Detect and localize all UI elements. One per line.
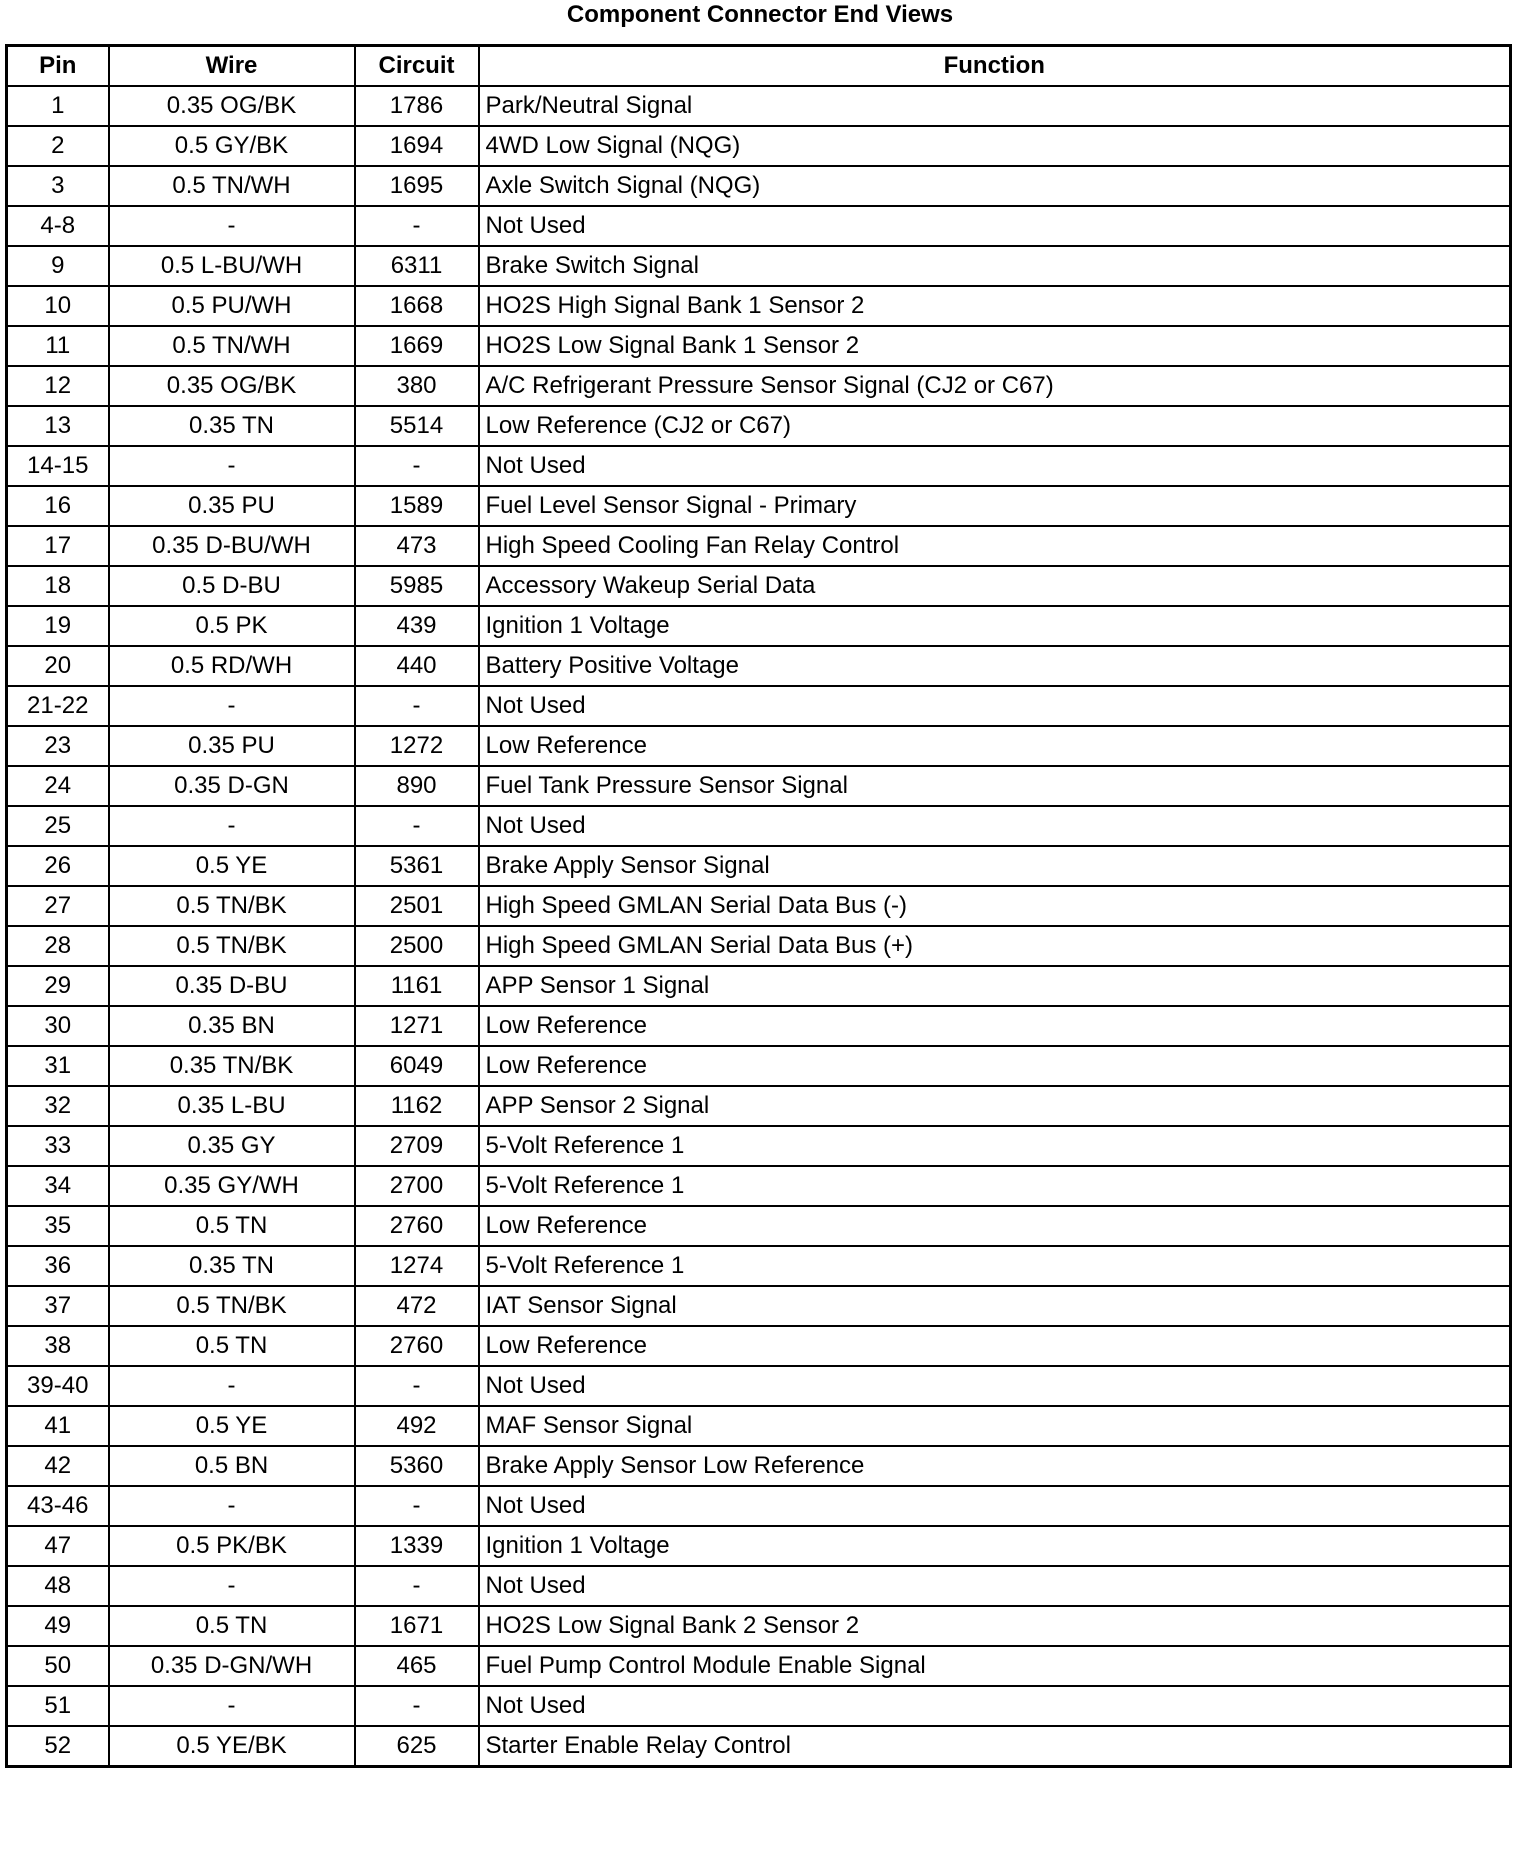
cell-wire: 0.35 GY/WH	[109, 1166, 355, 1206]
cell-wire: 0.5 TN/BK	[109, 1286, 355, 1326]
cell-circuit: -	[355, 686, 479, 726]
cell-wire: 0.35 OG/BK	[109, 86, 355, 126]
cell-circuit: 1694	[355, 126, 479, 166]
cell-function: Not Used	[479, 806, 1511, 846]
cell-pin: 26	[7, 846, 109, 886]
cell-pin: 27	[7, 886, 109, 926]
cell-circuit: 1669	[355, 326, 479, 366]
cell-function: High Speed GMLAN Serial Data Bus (-)	[479, 886, 1511, 926]
cell-function: High Speed GMLAN Serial Data Bus (+)	[479, 926, 1511, 966]
cell-pin: 49	[7, 1606, 109, 1646]
cell-circuit: -	[355, 446, 479, 486]
cell-circuit: -	[355, 1486, 479, 1526]
cell-wire: 0.5 TN	[109, 1326, 355, 1366]
table-row	[7, 206, 1511, 246]
table-row	[7, 686, 1511, 726]
cell-wire: 0.5 BN	[109, 1446, 355, 1486]
cell-wire: -	[109, 806, 355, 846]
cell-wire: 0.5 TN	[109, 1206, 355, 1246]
table-row	[7, 886, 1511, 926]
cell-function: 4WD Low Signal (NQG)	[479, 126, 1511, 166]
cell-function: Low Reference	[479, 1006, 1511, 1046]
cell-wire: 0.5 PU/WH	[109, 286, 355, 326]
cell-circuit: 625	[355, 1726, 479, 1767]
table-row	[7, 566, 1511, 606]
cell-function: A/C Refrigerant Pressure Sensor Signal (CJ2 or C67)	[479, 366, 1511, 406]
cell-function: HO2S Low Signal Bank 2 Sensor 2	[479, 1606, 1511, 1646]
cell-pin: 42	[7, 1446, 109, 1486]
cell-circuit: 439	[355, 606, 479, 646]
cell-wire: -	[109, 1566, 355, 1606]
cell-wire: 0.35 D-BU/WH	[109, 526, 355, 566]
table-row	[7, 246, 1511, 286]
cell-circuit: 2760	[355, 1326, 479, 1366]
table-row	[7, 606, 1511, 646]
table-row	[7, 846, 1511, 886]
cell-function: Not Used	[479, 206, 1511, 246]
cell-pin: 51	[7, 1686, 109, 1726]
cell-wire: 0.5 RD/WH	[109, 646, 355, 686]
cell-circuit: 5360	[355, 1446, 479, 1486]
table-row	[7, 326, 1511, 366]
table-row	[7, 926, 1511, 966]
cell-function: Not Used	[479, 446, 1511, 486]
table-row	[7, 1606, 1511, 1646]
cell-circuit: -	[355, 1366, 479, 1406]
cell-circuit: 2709	[355, 1126, 479, 1166]
table-row	[7, 1126, 1511, 1166]
cell-circuit: 1272	[355, 726, 479, 766]
cell-pin: 13	[7, 406, 109, 446]
cell-function: Not Used	[479, 686, 1511, 726]
cell-function: APP Sensor 2 Signal	[479, 1086, 1511, 1126]
column-header-circuit: Circuit	[355, 46, 479, 87]
cell-wire: 0.35 L-BU	[109, 1086, 355, 1126]
table-row	[7, 1006, 1511, 1046]
cell-circuit: 1271	[355, 1006, 479, 1046]
cell-pin: 48	[7, 1566, 109, 1606]
table-row	[7, 1566, 1511, 1606]
cell-function: Brake Apply Sensor Low Reference	[479, 1446, 1511, 1486]
table-row	[7, 86, 1511, 126]
cell-pin: 1	[7, 86, 109, 126]
cell-circuit: -	[355, 1566, 479, 1606]
table-row	[7, 1086, 1511, 1126]
cell-wire: 0.5 GY/BK	[109, 126, 355, 166]
cell-circuit: 492	[355, 1406, 479, 1446]
table-row	[7, 486, 1511, 526]
cell-circuit: 472	[355, 1286, 479, 1326]
table-row	[7, 1246, 1511, 1286]
cell-circuit: 2500	[355, 926, 479, 966]
cell-circuit: 1786	[355, 86, 479, 126]
cell-function: Fuel Pump Control Module Enable Signal	[479, 1646, 1511, 1686]
cell-wire: -	[109, 1366, 355, 1406]
cell-function: Brake Apply Sensor Signal	[479, 846, 1511, 886]
connector-pinout-table	[5, 44, 1512, 1768]
cell-circuit: 1668	[355, 286, 479, 326]
cell-circuit: 5361	[355, 846, 479, 886]
cell-function: Park/Neutral Signal	[479, 86, 1511, 126]
cell-function: Low Reference	[479, 726, 1511, 766]
cell-wire: 0.35 D-BU	[109, 966, 355, 1006]
cell-circuit: -	[355, 806, 479, 846]
cell-pin: 9	[7, 246, 109, 286]
cell-pin: 50	[7, 1646, 109, 1686]
cell-function: Accessory Wakeup Serial Data	[479, 566, 1511, 606]
cell-function: Axle Switch Signal (NQG)	[479, 166, 1511, 206]
cell-pin: 16	[7, 486, 109, 526]
cell-circuit: 473	[355, 526, 479, 566]
cell-function: Not Used	[479, 1486, 1511, 1526]
cell-pin: 19	[7, 606, 109, 646]
cell-wire: 0.5 TN/BK	[109, 886, 355, 926]
cell-function: Not Used	[479, 1366, 1511, 1406]
cell-pin: 24	[7, 766, 109, 806]
cell-circuit: 2760	[355, 1206, 479, 1246]
cell-circuit: 1162	[355, 1086, 479, 1126]
table-row	[7, 366, 1511, 406]
cell-function: Ignition 1 Voltage	[479, 606, 1511, 646]
cell-wire: 0.5 PK	[109, 606, 355, 646]
cell-function: Low Reference	[479, 1206, 1511, 1246]
cell-pin: 33	[7, 1126, 109, 1166]
cell-circuit: -	[355, 1686, 479, 1726]
column-header-pin: Pin	[7, 46, 109, 87]
cell-wire: 0.5 D-BU	[109, 566, 355, 606]
cell-wire: 0.5 YE/BK	[109, 1726, 355, 1767]
table-row	[7, 1166, 1511, 1206]
cell-wire: 0.5 YE	[109, 846, 355, 886]
cell-circuit: 1671	[355, 1606, 479, 1646]
cell-wire: 0.5 YE	[109, 1406, 355, 1446]
cell-pin: 12	[7, 366, 109, 406]
cell-wire: 0.35 BN	[109, 1006, 355, 1046]
column-header-wire: Wire	[109, 46, 355, 87]
cell-pin: 38	[7, 1326, 109, 1366]
table-row	[7, 726, 1511, 766]
cell-pin: 4-8	[7, 206, 109, 246]
cell-wire: -	[109, 1486, 355, 1526]
table-row	[7, 126, 1511, 166]
table-body	[7, 86, 1511, 1767]
cell-function: Battery Positive Voltage	[479, 646, 1511, 686]
cell-function: HO2S Low Signal Bank 1 Sensor 2	[479, 326, 1511, 366]
cell-pin: 23	[7, 726, 109, 766]
cell-pin: 31	[7, 1046, 109, 1086]
cell-pin: 36	[7, 1246, 109, 1286]
cell-pin: 2	[7, 126, 109, 166]
cell-wire: 0.35 D-GN	[109, 766, 355, 806]
cell-pin: 30	[7, 1006, 109, 1046]
table-row	[7, 166, 1511, 206]
table-row	[7, 1486, 1511, 1526]
cell-circuit: 5514	[355, 406, 479, 446]
table-row	[7, 1406, 1511, 1446]
cell-circuit: 380	[355, 366, 479, 406]
table-row	[7, 646, 1511, 686]
cell-wire: 0.5 L-BU/WH	[109, 246, 355, 286]
cell-function: Ignition 1 Voltage	[479, 1526, 1511, 1566]
cell-pin: 29	[7, 966, 109, 1006]
cell-wire: 0.35 PU	[109, 726, 355, 766]
cell-pin: 28	[7, 926, 109, 966]
cell-circuit: 1274	[355, 1246, 479, 1286]
cell-wire: 0.35 TN	[109, 1246, 355, 1286]
cell-function: 5-Volt Reference 1	[479, 1126, 1511, 1166]
cell-pin: 14-15	[7, 446, 109, 486]
cell-circuit: 6311	[355, 246, 479, 286]
cell-wire: 0.5 TN/WH	[109, 326, 355, 366]
cell-circuit: 1589	[355, 486, 479, 526]
cell-wire: 0.35 D-GN/WH	[109, 1646, 355, 1686]
cell-circuit: 2501	[355, 886, 479, 926]
cell-circuit: 890	[355, 766, 479, 806]
cell-pin: 35	[7, 1206, 109, 1246]
table-row	[7, 526, 1511, 566]
cell-function: Low Reference	[479, 1046, 1511, 1086]
table-row	[7, 1206, 1511, 1246]
column-header-function: Function	[479, 46, 1511, 87]
cell-function: Fuel Tank Pressure Sensor Signal	[479, 766, 1511, 806]
cell-wire: 0.5 TN/BK	[109, 926, 355, 966]
table-row	[7, 1726, 1511, 1767]
table-row	[7, 1446, 1511, 1486]
cell-wire: 0.35 GY	[109, 1126, 355, 1166]
cell-circuit: 1161	[355, 966, 479, 1006]
cell-pin: 18	[7, 566, 109, 606]
cell-function: HO2S High Signal Bank 1 Sensor 2	[479, 286, 1511, 326]
cell-pin: 37	[7, 1286, 109, 1326]
cell-function: APP Sensor 1 Signal	[479, 966, 1511, 1006]
cell-circuit: 440	[355, 646, 479, 686]
table-row	[7, 1366, 1511, 1406]
cell-circuit: 465	[355, 1646, 479, 1686]
table-row	[7, 806, 1511, 846]
table-row	[7, 1286, 1511, 1326]
table-row	[7, 766, 1511, 806]
cell-pin: 52	[7, 1726, 109, 1767]
cell-function: MAF Sensor Signal	[479, 1406, 1511, 1446]
cell-pin: 10	[7, 286, 109, 326]
cell-circuit: 1695	[355, 166, 479, 206]
cell-function: Low Reference (CJ2 or C67)	[479, 406, 1511, 446]
table-row	[7, 446, 1511, 486]
table-row	[7, 966, 1511, 1006]
cell-wire: 0.5 PK/BK	[109, 1526, 355, 1566]
cell-wire: 0.5 TN	[109, 1606, 355, 1646]
cell-pin: 43-46	[7, 1486, 109, 1526]
table-row	[7, 286, 1511, 326]
cell-pin: 47	[7, 1526, 109, 1566]
cell-pin: 20	[7, 646, 109, 686]
cell-pin: 11	[7, 326, 109, 366]
cell-wire: -	[109, 1686, 355, 1726]
cell-pin: 32	[7, 1086, 109, 1126]
cell-pin: 39-40	[7, 1366, 109, 1406]
cell-function: Fuel Level Sensor Signal - Primary	[479, 486, 1511, 526]
cell-function: Not Used	[479, 1566, 1511, 1606]
page-title: Component Connector End Views	[566, 1, 954, 28]
table-header-row	[7, 46, 1511, 87]
cell-function: High Speed Cooling Fan Relay Control	[479, 526, 1511, 566]
cell-circuit: 1339	[355, 1526, 479, 1566]
cell-pin: 34	[7, 1166, 109, 1206]
cell-wire: -	[109, 686, 355, 726]
cell-circuit: -	[355, 206, 479, 246]
cell-pin: 21-22	[7, 686, 109, 726]
cell-pin: 41	[7, 1406, 109, 1446]
cell-wire: 0.35 OG/BK	[109, 366, 355, 406]
cell-function: Not Used	[479, 1686, 1511, 1726]
cell-function: IAT Sensor Signal	[479, 1286, 1511, 1326]
cell-function: 5-Volt Reference 1	[479, 1166, 1511, 1206]
cell-pin: 3	[7, 166, 109, 206]
cell-wire: 0.5 TN/WH	[109, 166, 355, 206]
cell-circuit: 2700	[355, 1166, 479, 1206]
cell-wire: 0.35 PU	[109, 486, 355, 526]
cell-function: Starter Enable Relay Control	[479, 1726, 1511, 1767]
table-row	[7, 1526, 1511, 1566]
cell-wire: 0.35 TN	[109, 406, 355, 446]
cell-pin: 25	[7, 806, 109, 846]
cell-pin: 17	[7, 526, 109, 566]
table-row	[7, 1046, 1511, 1086]
cell-wire: -	[109, 206, 355, 246]
cell-circuit: 6049	[355, 1046, 479, 1086]
cell-function: Brake Switch Signal	[479, 246, 1511, 286]
table-row	[7, 406, 1511, 446]
table-row	[7, 1326, 1511, 1366]
cell-wire: -	[109, 446, 355, 486]
cell-wire: 0.35 TN/BK	[109, 1046, 355, 1086]
cell-function: 5-Volt Reference 1	[479, 1246, 1511, 1286]
table-row	[7, 1686, 1511, 1726]
cell-circuit: 5985	[355, 566, 479, 606]
table-row	[7, 1646, 1511, 1686]
cell-function: Low Reference	[479, 1326, 1511, 1366]
